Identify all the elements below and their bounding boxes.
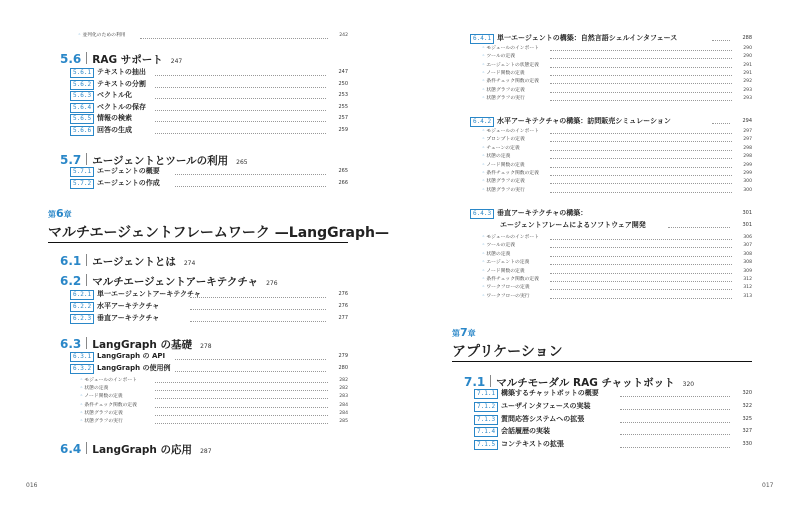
dot-leader [190, 297, 326, 298]
subsection-title[interactable]: ユーザインタフェースの実装 [501, 401, 591, 410]
subsection-title[interactable]: ベクトルの保存 [97, 102, 146, 111]
section-divider [490, 375, 491, 387]
list-item[interactable]: ◦ モジュールのインポート [80, 377, 137, 384]
section-page: 278 [200, 343, 212, 350]
subsection-number-badge: 6.3.1 [70, 352, 94, 362]
list-item-page: 291 [743, 70, 752, 76]
chapter-prefix: 第 [48, 210, 56, 219]
list-item[interactable]: ◦ 条件チェック関数の定義 [80, 402, 137, 409]
list-item-page: 308 [743, 260, 752, 266]
subsection-number-badge: 7.1.1 [474, 389, 498, 399]
dot-leader [155, 87, 326, 88]
dot-leader [668, 227, 730, 228]
dot-leader [550, 289, 732, 290]
section-divider [86, 274, 87, 286]
subsection-page: 288 [742, 35, 752, 41]
dot-leader [550, 83, 732, 84]
section-title: マルチモーダル RAG チャットボット [496, 377, 675, 389]
dot-leader [712, 123, 730, 124]
subsection-title[interactable]: 会話履歴の実装 [501, 427, 550, 436]
list-item-page: 291 [743, 62, 752, 68]
list-item[interactable]: ◦ エージェントの定義 [482, 259, 529, 266]
dot-leader [155, 415, 328, 416]
subsection-number-badge: 5.6.1 [70, 68, 94, 78]
dot-leader [550, 247, 732, 248]
subsection-page: 277 [338, 315, 348, 321]
chapter-prefix: 第 [452, 329, 460, 338]
dot-leader [550, 281, 732, 282]
dot-leader [550, 133, 732, 134]
subsection-number-badge: 7.1.2 [474, 402, 498, 412]
subsection-page: 279 [338, 353, 348, 359]
dot-leader [550, 158, 732, 159]
dot-leader [550, 239, 732, 240]
subsection-page: 294 [742, 118, 752, 124]
chapter-suffix: 章 [63, 210, 72, 219]
list-item[interactable]: ◦ ノード関数の定義 [80, 393, 123, 400]
subsection-page: 255 [338, 103, 348, 110]
subsection-title[interactable]: 構築するチャットボットの概要 [501, 389, 599, 397]
subsection-page: 280 [338, 365, 348, 371]
subsection-number-badge: 5.6.6 [70, 126, 94, 136]
list-item-page: 300 [743, 187, 752, 193]
subsection-title[interactable]: エージェントの概要 [97, 167, 160, 175]
list-item[interactable]: ◦ 状態グラフの定義 [80, 410, 123, 417]
dot-leader [550, 75, 732, 76]
page-number-left: 016 [26, 482, 38, 489]
chapter-number: 6 [56, 207, 64, 220]
subsection-number-badge: 7.1.5 [474, 440, 498, 450]
dot-leader [155, 423, 328, 424]
section-title: エージェントとは [92, 256, 176, 268]
subsection-page: 320 [742, 390, 752, 396]
subsection-number-badge: 5.7.1 [70, 167, 94, 177]
list-item[interactable]: ◦ 条件チェック関数の定義 [482, 276, 539, 283]
list-item-page: 312 [743, 277, 752, 282]
list-item-page: 313 [743, 293, 752, 299]
list-item[interactable]: ◦ 状態グラフの実行 [482, 95, 525, 102]
list-item-page: 242 [339, 33, 348, 38]
subsection-page: 265 [338, 168, 348, 174]
list-item-page: 290 [743, 46, 752, 51]
list-item-page: 299 [743, 171, 752, 176]
dot-leader [620, 396, 730, 397]
section-title: LangGraph の応用 [92, 444, 193, 456]
list-item-page: 282 [339, 378, 348, 383]
subsection-page: 301 [742, 222, 752, 228]
dot-leader [140, 38, 328, 39]
list-item[interactable]: ◦ プロンプトの定義 [482, 136, 525, 143]
list-item[interactable]: ◦ 条件チェック関数の定義 [482, 78, 539, 85]
subsection-page: 301 [742, 210, 752, 216]
list-item-page: 283 [339, 394, 348, 400]
section-heading[interactable] [60, 250, 195, 269]
section-page: 276 [266, 280, 278, 287]
section-number: 6.2 [60, 274, 82, 288]
subsection-title[interactable]: 回答の生成 [97, 125, 132, 134]
list-item-page: 284 [339, 402, 348, 408]
subsection-number-badge: 6.2.1 [70, 290, 94, 300]
list-item[interactable]: ◦ モジュールのインポート [482, 45, 539, 52]
subsection-page: 322 [742, 402, 752, 409]
list-item[interactable]: ◦ 条件チェック関数の定義 [482, 170, 539, 177]
subsection-title[interactable]: エージェントの作成 [97, 179, 160, 187]
dot-leader [550, 183, 732, 184]
subsection-page: 253 [338, 92, 348, 98]
section-page: 274 [183, 260, 196, 267]
dot-leader [550, 192, 732, 193]
dot-leader [550, 298, 732, 299]
section-number: 5.7 [60, 153, 82, 167]
section-divider [86, 52, 87, 64]
list-item-page: 312 [743, 285, 752, 291]
dot-leader [155, 390, 328, 391]
subsection-number-badge: 6.2.2 [70, 302, 94, 312]
subsection-page: 266 [338, 180, 348, 186]
dot-leader [190, 309, 326, 310]
dot-leader [550, 141, 732, 142]
section-heading[interactable] [60, 270, 278, 289]
section-heading[interactable] [60, 48, 182, 67]
dot-leader [155, 382, 328, 383]
section-page: 265 [236, 159, 248, 166]
list-item-page: 300 [743, 179, 752, 185]
dot-leader [550, 175, 732, 176]
section-page: 287 [200, 448, 212, 455]
list-item-page: 297 [743, 129, 752, 134]
list-item-page: 299 [743, 162, 752, 168]
subsection-title[interactable]: 質問応答システムへの拡張 [501, 414, 585, 423]
list-item[interactable]: ◦ 状態の定義 [482, 251, 510, 258]
subsection-number-badge: 7.1.3 [474, 415, 498, 425]
chapter-title: マルチエージェントフレームワーク —LangGraph— [48, 225, 389, 241]
chapter-label [452, 326, 476, 339]
dot-leader [155, 398, 328, 399]
list-item[interactable]: ◦ 状態の定義 [482, 153, 510, 160]
subsection-number-badge: 6.2.3 [70, 314, 94, 324]
subsection-page: 259 [338, 126, 348, 133]
list-item[interactable]: ◦ モジュールのインポート [482, 234, 539, 241]
list-item-page: 293 [743, 95, 752, 101]
section-number: 6.3 [60, 337, 82, 351]
subsection-number-badge: 6.4.3 [470, 209, 494, 219]
subsection-title[interactable]: ベクトル化 [97, 91, 132, 99]
chapter-rule [48, 242, 348, 243]
dot-leader [175, 359, 326, 360]
list-item[interactable]: ◦ 状態グラフの定義 [482, 87, 525, 94]
dot-leader [620, 409, 730, 410]
subsection-page: 330 [742, 441, 752, 448]
section-title: RAG サポート [92, 54, 163, 66]
dot-leader [175, 186, 326, 187]
subsection-page: 325 [742, 415, 752, 422]
subsection-title[interactable]: LangGraph の使用例 [97, 364, 171, 372]
list-item-page: 293 [743, 87, 752, 93]
dot-leader [712, 40, 730, 41]
dot-leader [550, 100, 732, 101]
dot-leader [155, 407, 328, 408]
list-item[interactable]: ◦ ツールの定義 [482, 242, 515, 249]
subsection-number-badge: 6.3.2 [70, 364, 94, 374]
subsection-page: 276 [338, 303, 348, 309]
chapter-label [48, 207, 72, 220]
dot-leader [155, 133, 326, 134]
subsection-page: 257 [338, 115, 348, 121]
subsection-title[interactable]: 水平アーキテクチャ [97, 302, 160, 310]
list-item[interactable]: ◦ 並列化のための利用 [78, 32, 126, 39]
dot-leader [550, 67, 732, 68]
section-page: 247 [170, 58, 183, 65]
list-item-page: 306 [743, 235, 752, 240]
subsection-number-badge: 6.4.2 [470, 117, 494, 127]
section-number: 5.6 [60, 52, 82, 66]
subsection-title[interactable]: 垂直アーキテクチャの構築： [497, 209, 588, 217]
list-item[interactable]: ◦ ワークフローの定義 [482, 284, 530, 291]
subsection-page: 276 [338, 291, 348, 297]
dot-leader [155, 121, 326, 122]
list-item-page: 308 [743, 251, 752, 257]
dot-leader [550, 167, 732, 168]
subsection-title[interactable]: テキストの分割 [97, 79, 146, 88]
dot-leader [550, 92, 732, 93]
subsection-title-line2: エージェントフレームによるソフトウェア開発 [500, 221, 646, 229]
subsection-page: 247 [338, 69, 348, 75]
list-item[interactable]: ◦ 状態グラフの実行 [482, 187, 525, 194]
subsection-number-badge: 7.1.4 [474, 427, 498, 437]
list-item[interactable]: ◦ ノード関数の定義 [482, 162, 525, 169]
dot-leader [550, 256, 732, 257]
dot-leader [550, 273, 732, 274]
list-item[interactable]: ◦ モジュールのインポート [482, 128, 539, 135]
list-item-page: 290 [743, 54, 752, 60]
subsection-number-badge: 5.6.2 [70, 80, 94, 90]
list-item[interactable]: ◦ 状態グラフの定義 [482, 178, 525, 185]
subsection-page: 327 [742, 428, 752, 435]
subsection-number-badge: 5.7.2 [70, 179, 94, 189]
subsection-title[interactable]: 情報の検索 [97, 114, 132, 122]
list-item-page: 285 [339, 419, 348, 424]
section-heading[interactable] [60, 438, 212, 457]
subsection-title[interactable]: 水平アーキテクチャの構築：訪問販売シミュレーション [497, 117, 671, 125]
section-divider [86, 337, 87, 349]
subsection-title[interactable]: コンテキストの拡張 [501, 440, 564, 449]
list-item-page: 298 [743, 145, 752, 151]
dot-leader [550, 264, 732, 265]
dot-leader [155, 75, 326, 76]
subsection-title[interactable]: 単一エージェントアーキテクチャ [97, 290, 201, 298]
dot-leader [550, 58, 732, 59]
list-item-page: 298 [743, 154, 752, 160]
subsection-number-badge: 5.6.5 [70, 114, 94, 124]
subsection-page: 250 [338, 80, 348, 87]
list-item[interactable]: ◦ ワークフローの実行 [482, 293, 530, 300]
chapter-suffix: 章 [467, 329, 476, 338]
list-item[interactable]: ◦ ツールの定義 [482, 53, 515, 60]
section-number: 6.1 [60, 254, 82, 268]
list-item-page: 297 [743, 137, 752, 143]
dot-leader [155, 110, 326, 111]
subsection-number-badge: 5.6.3 [70, 91, 94, 101]
section-title: LangGraph の基礎 [92, 339, 193, 351]
chapter-title: アプリケーション [452, 344, 563, 360]
list-item[interactable]: ◦ エージェントの状態定義 [482, 62, 539, 69]
dot-leader [620, 422, 730, 423]
section-title: エージェントとツールの利用 [92, 155, 229, 167]
list-item[interactable]: ◦ 状態の定義 [80, 385, 108, 392]
subsection-title[interactable]: LangGraph の API [97, 352, 166, 360]
section-divider [86, 153, 87, 165]
dot-leader [620, 434, 730, 435]
list-item[interactable]: ◦ 状態グラフの実行 [80, 418, 123, 425]
dot-leader [190, 321, 326, 322]
list-item-page: 292 [743, 79, 752, 85]
section-divider [86, 442, 87, 454]
dot-leader [620, 447, 730, 448]
chapter-number: 7 [460, 326, 468, 339]
page-number-right: 017 [762, 482, 774, 489]
list-item-page: 307 [743, 243, 752, 249]
section-page: 320 [682, 381, 695, 388]
section-divider [86, 254, 87, 266]
list-item[interactable]: ◦ チェーンの定義 [482, 145, 520, 152]
list-item-page: 284 [339, 410, 348, 416]
subsection-number-badge: 5.6.4 [70, 103, 94, 113]
section-title: マルチエージェントアーキテクチャ [92, 276, 259, 288]
chapter-rule [452, 361, 752, 362]
subsection-title[interactable]: 単一エージェントの構築：自然言語シェルインタフェース [497, 34, 678, 42]
dot-leader [175, 174, 326, 175]
subsection-number-badge: 6.4.1 [470, 34, 494, 44]
subsection-title[interactable]: 垂直アーキテクチャ [97, 314, 160, 322]
section-heading[interactable] [60, 333, 212, 352]
dot-leader [550, 150, 732, 151]
list-item[interactable]: ◦ ノード関数の定義 [482, 70, 525, 77]
section-number: 6.4 [60, 442, 82, 456]
dot-leader [550, 50, 732, 51]
subsection-title[interactable]: テキストの抽出 [97, 68, 146, 76]
list-item-page: 309 [743, 268, 752, 274]
section-number: 7.1 [464, 375, 486, 389]
list-item-page: 282 [339, 386, 348, 392]
list-item[interactable]: ◦ ノード関数の定義 [482, 268, 525, 275]
dot-leader [155, 98, 326, 99]
dot-leader [175, 371, 326, 372]
